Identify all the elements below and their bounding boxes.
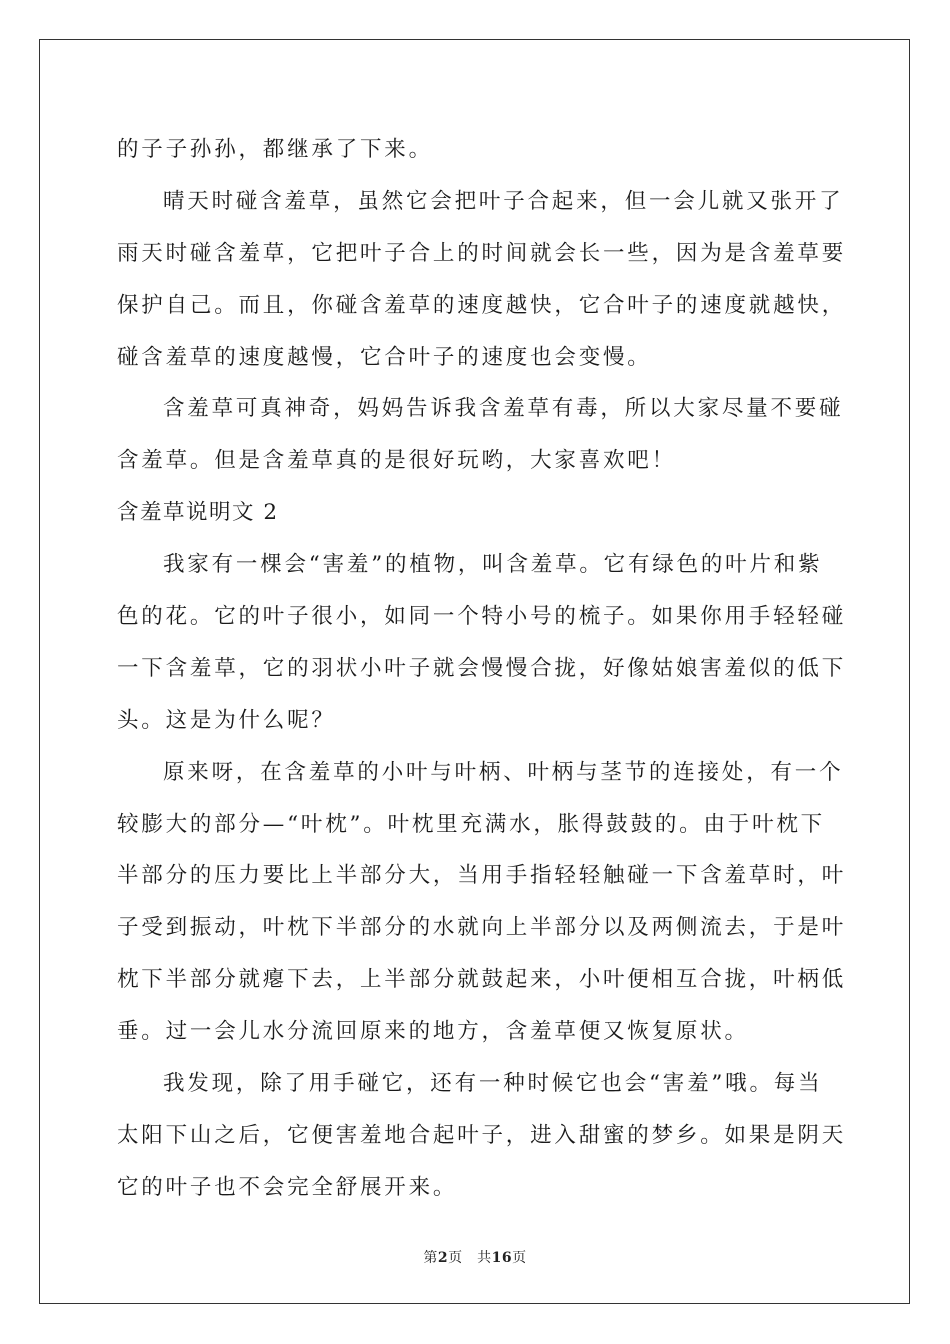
document-body	[117, 124, 847, 1214]
page-prefix: 第	[423, 1250, 438, 1266]
current-page-number: 2	[437, 1250, 449, 1266]
text-line: 色的花。它的叶子很小，如同一个特小号的梳子。如果你用手轻轻碰	[117, 604, 847, 630]
text-line: 头。这是为什么呢？	[117, 707, 336, 733]
text-line: 原来呀，在含羞草的小叶与叶柄、叶柄与茎节的连接处，有一个	[163, 759, 844, 785]
text-line: 晴天时碰含羞草，虽然它会把叶子合起来，但一会儿就又张开了	[163, 188, 844, 214]
text-line: 碰含羞草的速度越慢，它合叶子的速度也会变慢。	[117, 344, 652, 370]
text-line: 垂。过一会儿水分流回原来的地方，含羞草便又恢复原状。	[117, 1019, 749, 1045]
text-line: 子受到振动，叶枕下半部分的水就向上半部分以及两侧流去，于是叶	[117, 915, 847, 941]
total-pages-number: 16	[491, 1250, 513, 1266]
text-line: 雨天时碰含羞草，它把叶子合上的时间就会长一些，因为是含羞草要	[117, 240, 847, 266]
text-line: 含羞草可真神奇，妈妈告诉我含羞草有毒，所以大家尽量不要碰	[163, 396, 844, 422]
text-line: 枕下半部分就瘪下去，上半部分就鼓起来，小叶便相互合拢，叶柄低	[117, 967, 847, 993]
section-heading: 含羞草说明文 2	[117, 500, 279, 526]
text-line: 太阳下山之后，它便害羞地合起叶子，进入甜蜜的梦乡。如果是阴天	[117, 1122, 847, 1148]
text-line: 的子子孙孙，都继承了下来。	[117, 137, 433, 162]
text-line: 半部分的压力要比上半部分大，当用手指轻轻触碰一下含羞草时，叶	[117, 863, 847, 889]
page-suffix: 页	[512, 1250, 527, 1266]
text-line: 我家有一棵会“害羞”的植物，叫含羞草。它有绿色的叶片和紫	[163, 552, 823, 578]
text-line: 我发现，除了用手碰它，还有一种时候它也会“害羞”哦。每当	[163, 1071, 823, 1097]
text-line: 它的叶子也不会完全舒展开来。	[117, 1174, 458, 1200]
page-footer	[0, 1247, 950, 1267]
text-line: 较膨大的部分—“叶枕”。叶枕里充满水，胀得鼓鼓的。由于叶枕下	[117, 811, 825, 837]
text-line: 一下含羞草，它的羽状小叶子就会慢慢合拢，好像姑娘害羞似的低下	[117, 655, 847, 681]
text-line: 保护自己。而且，你碰含羞草的速度越快，它合叶子的速度就越快，	[117, 292, 847, 318]
text-line: 含羞草。但是含羞草真的是很好玩哟，大家喜欢吧！	[117, 448, 676, 474]
page-mid: 页 共	[448, 1250, 492, 1266]
